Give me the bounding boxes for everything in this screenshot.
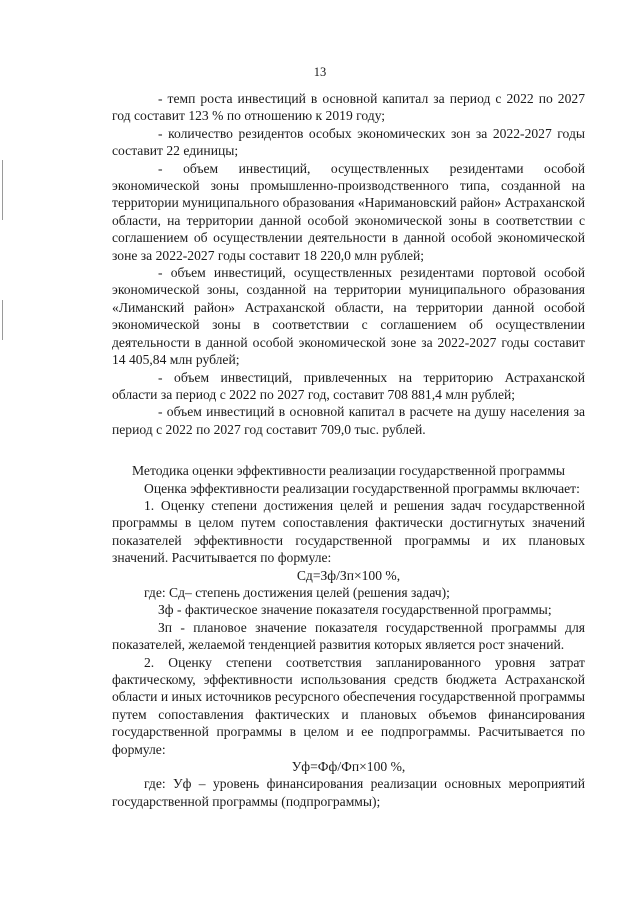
paragraph-per-capita-investment: - объем инвестиций в основной капитал в расчете на душу населения за период с 2022 по 2027 год составит 709,0 тыс. рублей. — [112, 404, 585, 437]
section-heading: Методика оценки эффективности реализации государственной программы — [132, 463, 565, 479]
paragraph-attracted-investment: - объем инвестиций, привлеченных на территорию Астраханской области за период с 2022 по 2027 год, составит 708 881,4 млн рублей; — [112, 369, 585, 402]
formula-sd: Сд=Зф/Зп×100 %, — [296, 567, 401, 583]
definition-uf: где: Уф – уровень финансирования реализации основных мероприятий государственной программы (подпрограммы); — [112, 776, 585, 809]
methodology-item-2: 2. Оценку степени соответствия запланированного уровня затрат фактическому, эффективности использования средств бюджета Астраханской области и иных источников ресурсного обеспечения государственной программы путем сопоставления фактических и плановых объемов финансирования государственной программы в целом и ее подпрограммы. Расчитывается по формуле: — [112, 654, 585, 757]
document-body — [112, 90, 585, 810]
paragraph-liman-sez: - объем инвестиций, осуществленных резидентами портовой особой экономической зоны, созданной на территории муниципального образования «Лиманский район» Астраханской области, на территории данной особой экономической зоны в соответствии с соглашением об осуществлении деятельности в данной особой экономической зоне за 2022-2027 годы составит 14 405,84 млн рублей; — [112, 265, 585, 368]
definition-zf: Зф - фактическое значение показателя государственной программы; — [158, 602, 552, 618]
paragraph-narimanov-sez: - объем инвестиций, осуществленных резидентами особой экономической зоны промышленно-производственного типа, созданной на территории муниципального образования «Наримановский район» Астраханской области, на территории данной особой экономической зоны в соответствии с соглашением об осуществлении деятельности в данной особой экономической зоне за 2022-2027 годы составит 18 220,0 млн рублей; — [112, 160, 585, 263]
methodology-item-1: 1. Оценку степени достижения целей и решения задач государственной программы в целом путем сопоставления фактически достигнутых значений показателей эффективности государственной программы и их плановых значений. Расчитывается по формуле: — [112, 497, 585, 566]
scan-edge-mark — [2, 160, 3, 220]
scan-edge-mark — [2, 300, 3, 340]
methodology-intro: Оценка эффективности реализации государственной программы включает: — [144, 480, 580, 496]
formula-uf: Уф=Фф/Фп×100 %, — [291, 759, 406, 775]
paragraph-investment-growth: - темп роста инвестиций в основной капитал за период с 2022 по 2027 год составит 123 % по отношению к 2019 году; — [112, 91, 585, 124]
definition-sd: где: Сд– степень достижения целей (решения задач); — [144, 584, 450, 600]
paragraph-sez-residents: - количество резидентов особых экономических зон за 2022-2027 годы составит 22 единицы; — [112, 125, 585, 159]
page-number: 13 — [313, 65, 327, 79]
definition-zp: Зп - плановое значение показателя государственной программы для показателей, желаемой тенденцией развития которых является рост значений. — [112, 619, 585, 653]
